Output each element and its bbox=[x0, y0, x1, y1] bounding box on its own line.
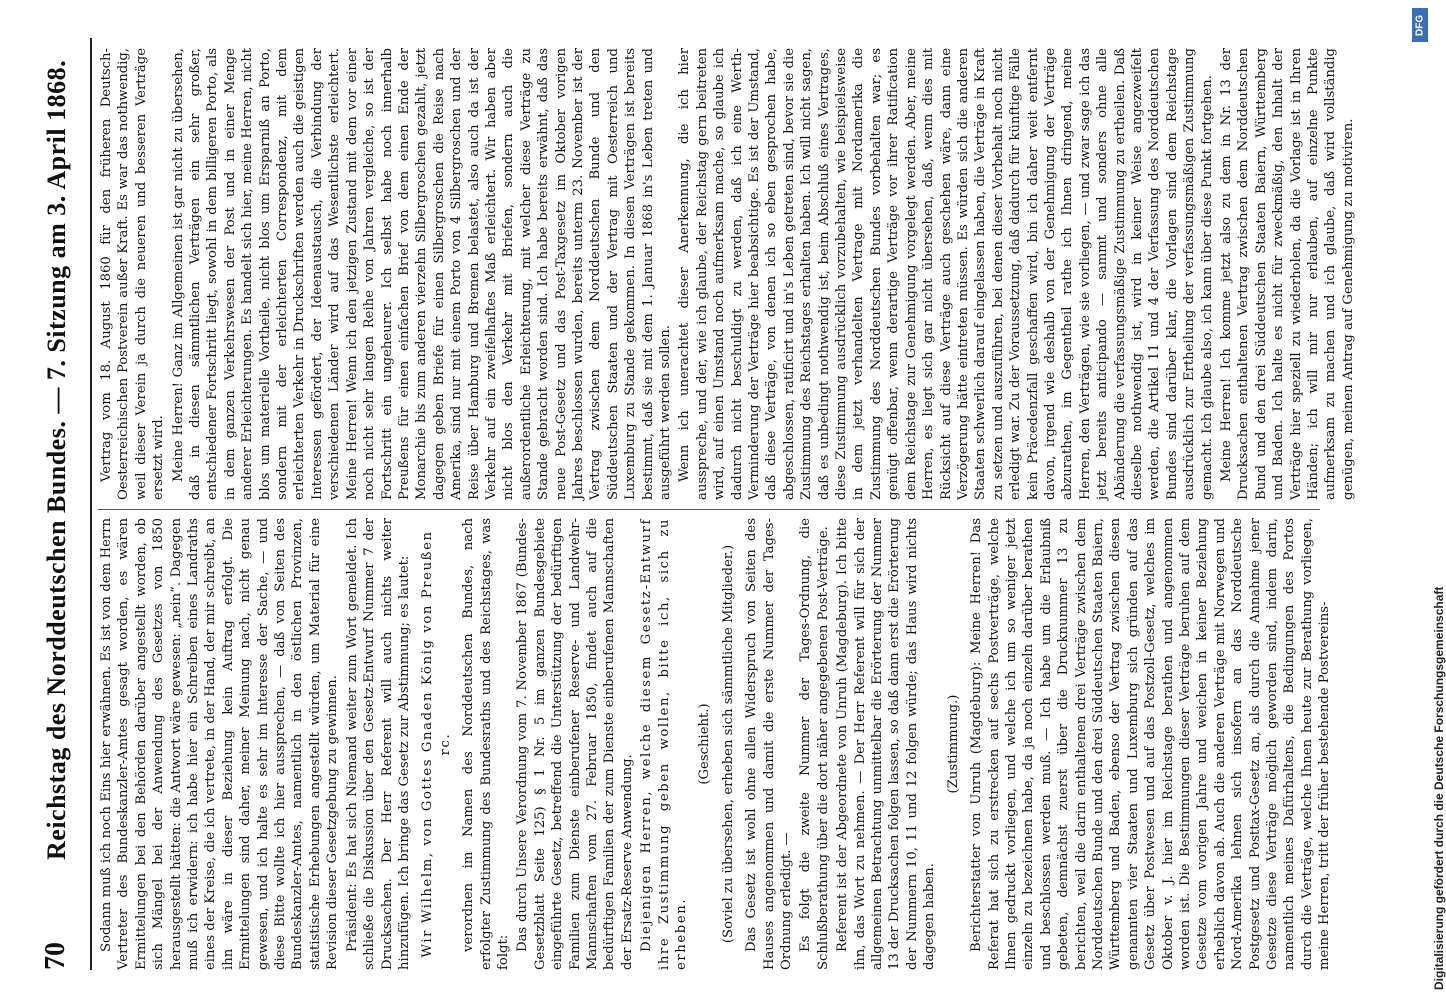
paragraph: Das Gesetz ist wohl ohne allen Widerspruch von Seiten des Hauses angenommen und damit die erste Nummer der Tages-Ordnung erledigt. — bbox=[744, 518, 795, 970]
paragraph: Meine Herren! Ich komme jetzt also zu dem in Nr. 13 der Drucksachen enthaltenen Vertrag zwischen dem Norddeutschen Bund und den drei Süddeutschen Staaten Baiern, Württemberg und Baden. Ich halte es nicht für zweckmäßig, den Inhalt der Verträge hier speziell zu wiederholen, da die Vorlage ist in Ihren Händen; ich will mir nur erlauben, auf einzelne Punkte aufmerksam zu machen und ich glaube, daß wird vollständig genügen, meinen Antrag auf Genehmigung zu motiviren. bbox=[1219, 48, 1356, 500]
paragraph: Präsident: Es hat sich Niemand weiter zum Wort gemeldet. Ich schließe die Diskussion über den Gesetz-Entwurf Nummer 7 der Drucksachen. Der Herr Referent will auch nichts weiter hinzufügen. Ich bringe das Gesetz zur Abstimmung; es lautet: bbox=[344, 518, 412, 970]
paragraph: Vertrag vom 18. August 1860 für den früheren Deutsch-Oesterreichischen Postverein außer Kraft. Es war das nothwendig, weil dieser Verein ja durch die neueren und besseren Verträge ersetzt wird. bbox=[99, 48, 167, 500]
column-divider bbox=[98, 509, 1320, 510]
dfg-logo: DFG bbox=[1412, 8, 1428, 42]
paragraph: Sodann muß ich noch Eins hier erwähnen. Es ist von dem Herrn Vertreter des Bundeskanzler-Amtes gesagt worden, es wären Ermittelungen bei den Behörden darüber angestellt worden, ob sich Mängel bei der Anwendung des Gesetzes von 1850 herausgestellt hätten: die Antwort wäre gewesen: „nein“. Dagegen muß ich erwidern: ich habe hier ein Schreiben eines Landraths eines der Kreise, die ich vertrete, in der Hand, der mir schreibt, an ihn wäre in dieser Beziehung kein Auftrag erfolgt. Die Ermittelungen sind daher, meiner Meinung nach, nicht genau gewesen, und ich halte es sehr im Interesse der Sache, — und diese Bitte wollte ich hier aussprechen, — daß von Seiten des Bundeskanzler-Amtes, namentlich in den östlichen Provinzen, statistische Erhebungen angestellt würden, um Material für eine Revision dieser Gesetzgebung zu gewinnen. bbox=[99, 518, 341, 970]
page-header bbox=[40, 38, 84, 970]
digitization-credit: Digitalisierung gefördert durch die Deutsche Forschungsgemeinschaft bbox=[1432, 586, 1446, 990]
left-column bbox=[98, 518, 1333, 970]
paragraph: Berichterstatter von Unruh (Magdeburg): Meine Herren! Das Referat hat sich zu erstrecken auf sechs Postverträge, welche Ihnen gedruckt vorliegen, und welche ich um so weniger jetzt einzeln zu bezeichnen habe, da ja noch einzeln darüber berathen und beschlossen werden muß. — Ich habe um die Erlaubniß gebeten, demnächst zuerst über die Drucknummer 13 zu berichten, weil die darin enthaltenen drei Verträge zwischen dem Norddeutschen Bunde und den drei Süddeutschen Staaten Baiern, Württemberg und Baden, ebenso der Vertrag zwischen diesen genannten vier Staaten und Luxemburg sich gründen auf das Gesetz über Postwesen und auf das Postzoll-Gesetz, welches im Oktober v. J. hier im Reichstage berathen und angenommen worden ist. Die Bestimmungen dieser Verträge beruhen auf dem Gesetze vom vorigen Jahre und weichen in keiner Beziehung erheblich davon ab. Auch die anderen Verträge mit Norwegen und Nord-Amerika lehnen sich insofern an das Norddeutsche Postgesetz und Posttax-Gesetz an, als durch die Annahme jener Gesetze diese Verträge möglich geworden sind, indem darin, namentlich meines Dafürhaltens, die Bedingungen des Portos durch die Verträge, welche Ihnen heute zur Berathung vorliegen, meine Herren, tritt der früher bestehende Postvereins- bbox=[969, 518, 1333, 970]
right-column bbox=[98, 48, 1356, 500]
paragraph: Das durch Unsere Verordnung vom 7. November 1867 (Bundes-Gesetzblatt Seite 125) § 1 Nr. 5 im ganzen Bundesgebiete eingeführte Gesetz, betreffend die Unterstützung der bedürftigen Familien zum Dienste einberufener Reserve- und Landwehr-Mannschaften vom 27. Februar 1850, findet auch auf die bedürftigen Familien der zum Dienste einberufenen Mannschaften der Ersatz-Reserve Anwendung. bbox=[515, 518, 635, 970]
page-number: 70 bbox=[40, 942, 71, 970]
credit-strip bbox=[1408, 0, 1432, 1000]
paragraph: Referent ist der Abgeordnete von Unruh (Magdeburg). Ich bitte ihn, das Wort zu nehmen. — Der Herr Referent will für sich der allgemeinen Betrachtung unmittelbar die Erörterung der Nummer 13 der Drucksachen folgen lassen, so daß dann erst die Erörterung der Nummern 10, 11 und 12 folgen würde; das Haus wird nichts dagegen haben. bbox=[835, 518, 938, 970]
decree-heading: Wir Wilhelm, von Gottes Gnaden König von Preußen rc. bbox=[420, 530, 453, 958]
paragraph: Diejenigen Herren, welche diesem Gesetz-Entwurf ihre Zustimmung geben wollen, bitte ich, sich zu erheben. bbox=[639, 518, 689, 970]
stage-direction: (Geschieht.) bbox=[697, 703, 713, 785]
stage-direction: (Soviel zu übersehen, erheben sich sämmtliche Mitglieder.) bbox=[720, 544, 736, 944]
paragraph: Wenn ich unerachtet dieser Anerkennung, die ich hier ausspreche, und der, wie ich glaube, der Reichstag gern beitreten wird, auf einen Umstand noch aufmerksam mache, so glaube ich dadurch nicht beschuldigt zu werden, daß ich eine Werth-Verminderung der Verträge hier beabsichtige. Es ist der Umstand, daß diese Verträge, von denen ich so eben gesprochen habe, abgeschlossen, ratificirt und in's Leben getreten sind, bevor sie die Zustimmung des Reichstages erhalten haben. Ich will nicht sagen, daß es unbedingt nothwendig ist, beim Abschluß eines Vertrages, diese Zustimmung ausdrücklich vorzubehalten, wie beispielsweise in dem jetzt verhandelten Vertrage mit Nordamerika die Zustimmung des Norddeutschen Bundes vorbehalten war; es genügt offenbar, wenn derartige Verträge vor ihrer Ratification dem Reichstage zur Genehmigung vorgelegt werden. Aber, meine Herren, es liegt sich gar nicht übersehen, daß, wenn dies mit Rücksicht auf diese Verträge auch geschehen wäre, dann eine Verzögerung hätte eintreten müssen. Es würden sich die anderen Staaten schwerlich darauf eingelassen haben, die Verträge in Kraft zu setzen und auszuführen, bei denen dieser Vorbehalt noch nicht erledigt war. Zu der Voraussetzung, daß dadurch für künftige Fälle kein Präcedenzfall geschaffen wird, bin ich daher weit entfernt davon, irgend wie deshalb von der Genehmigung der Verträge abzurathen, im Gegentheil rathe ich Ihnen dringend, meine Herren, den Verträgen, wie sie vorliegen, — und zwar sage ich das jetzt bereits anticipando — sammt und sonders ohne alle Abänderung die verfassungsmäßige Zustimmung zu ertheilen. Daß dieselbe nothwendig ist, wird in keiner Weise angezweifelt werden, die Artikel 11 und 4 der Verfassung des Norddeutschen Bundes sind darüber klar, die Vorlagen sind dem Reichstage ausdrücklich zur Ertheilung der verfassungsmäßigen Zustimmung gemacht. Ich glaube also, ich kann über diese Punkt fortgehen. bbox=[677, 48, 1215, 500]
running-head: Reichstag des Norddeutschen Bundes. — 7. Sitzung am 3. April 1868. bbox=[42, 59, 71, 860]
header-rule bbox=[90, 38, 92, 970]
paragraph: Meine Herren! Ganz im Allgemeinen ist gar nicht zu übersehen, daß in diesen sämmtlichen Verträgen ein sehr großer, entschiedener Fortschritt liegt, sowohl in dem billigeren Porto, als in dem ganzen Verkehrswesen der Post und in einer Menge anderer Erleichterungen. Es handelt sich hier, meine Herren, nicht blos um materielle Vortheile, nicht blos um Ersparniß an Porto, sondern mit der erleichterten Correspondenz, mit dem erleichterten Verkehr in Druckschriften werden auch die geistigen Interessen gefördert, der Ideenaustausch, die Verbindung der verschiedenen Länder wird auf das Wesentlichste erleichtert. Meine Herren! Wenn ich den jetzigen Zustand mit dem vor einer noch nicht sehr langen Reihe von Jahren vergleiche, so ist der Fortschritt ein ungeheurer. Ich selbst habe noch innerhalb Preußens für einen einfachen Brief von dem einen Ende der Monarchie bis zum anderen vierzehn Silbergroschen gezahlt, jetzt dagegen geben Briefe für einen Silbergroschen die Reise nach Amerika, sind nur mit einem Porto von 4 Silbergroschen und der Reise über Hamburg und Bremen belastet, also auch da ist der Verkehr auf ein zweifelhaftes Maß erleichtert. Wir haben aber nicht blos den Verkehr mit Briefen, sondern auch die außerordentliche Erleichterung, mit welcher diese Verträge zu Stande gebracht worden sind. Ich habe bereits erwähnt, daß das neue Post-Gesetz und das Post-Taxgesetz im Oktober vorigen Jahres beschlossen wurden, bereits unterm 23. November ist der Vertrag zwischen dem Norddeutschen Bunde und den Süddeutschen Staaten und der Vertrag mit Oesterreich und Luxemburg zu Stande gekommen. In diesen Verträgen ist bereits bestimmt, daß sie mit dem 1. Januar 1868 in's Leben treten und ausgeführt werden sollen. bbox=[170, 48, 673, 500]
stage-direction: (Zustimmung.) bbox=[945, 694, 961, 794]
paragraph: Es folgt die zweite Nummer der Tages-Ordnung, die Schlußberathung über die dort näher angegebenen Post-Verträge. bbox=[798, 518, 831, 970]
paragraph: verordnen im Namen des Norddeutschen Bundes, nach erfolgter Zustimmung des Bundesraths und des Reichstages, was folgt: bbox=[461, 518, 511, 970]
